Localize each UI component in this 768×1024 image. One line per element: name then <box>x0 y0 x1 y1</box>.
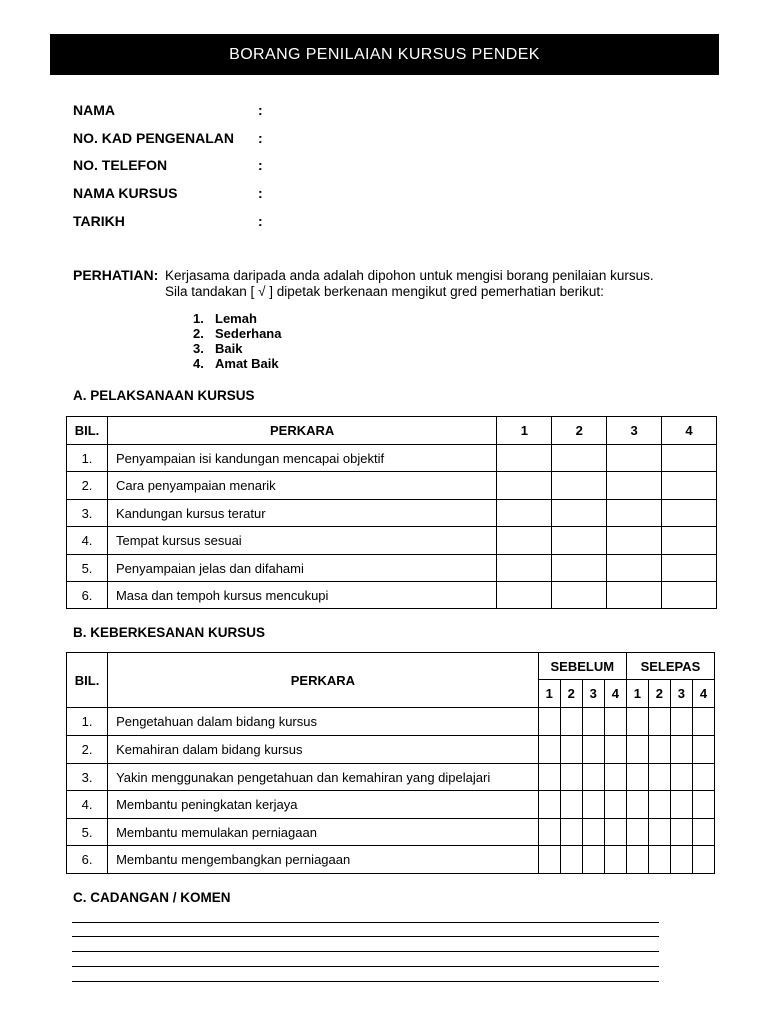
row-number: 4. <box>67 527 108 555</box>
grade-number: 1. <box>193 311 204 326</box>
rating-cell[interactable] <box>560 791 582 819</box>
row-number: 5. <box>67 555 108 582</box>
rating-cell[interactable] <box>538 764 560 791</box>
grade-number: 2. <box>193 326 204 341</box>
table-row <box>67 846 715 874</box>
field-colon: : <box>258 157 263 173</box>
header-grade-4: 4 <box>662 417 717 445</box>
grade-item <box>193 311 281 326</box>
rating-cell[interactable] <box>648 708 670 736</box>
rating-cell[interactable] <box>604 846 626 874</box>
grade-item <box>193 356 281 371</box>
header-selepas-1: 1 <box>626 680 648 708</box>
table-row <box>67 708 715 736</box>
header-perkara: PERKARA <box>108 653 539 708</box>
header-selepas-2: 2 <box>648 680 670 708</box>
rating-cell[interactable] <box>497 555 552 582</box>
row-number: 5. <box>67 819 108 846</box>
rating-cell[interactable] <box>607 555 662 582</box>
table-row <box>67 736 715 764</box>
rating-cell[interactable] <box>552 445 607 472</box>
rating-cell[interactable] <box>692 791 714 819</box>
rating-cell[interactable] <box>607 527 662 555</box>
rating-cell[interactable] <box>626 846 648 874</box>
field-colon: : <box>258 213 263 229</box>
rating-cell[interactable] <box>648 819 670 846</box>
rating-cell[interactable] <box>670 791 692 819</box>
rating-cell[interactable] <box>662 527 717 555</box>
rating-cell[interactable] <box>626 819 648 846</box>
header-bil: BIL. <box>67 653 108 708</box>
rating-cell[interactable] <box>626 791 648 819</box>
header-grade-2: 2 <box>552 417 607 445</box>
rating-cell[interactable] <box>670 819 692 846</box>
rating-cell[interactable] <box>604 819 626 846</box>
header-perkara: PERKARA <box>107 417 496 445</box>
rating-cell[interactable] <box>560 846 582 874</box>
rating-cell[interactable] <box>670 736 692 764</box>
rating-cell[interactable] <box>538 791 560 819</box>
row-number: 3. <box>67 500 108 527</box>
rating-cell[interactable] <box>552 527 607 555</box>
rating-cell[interactable] <box>648 846 670 874</box>
rating-cell[interactable] <box>692 708 714 736</box>
header-sebelum-4: 4 <box>604 680 626 708</box>
rating-cell[interactable] <box>538 708 560 736</box>
rating-cell[interactable] <box>560 708 582 736</box>
field-label-kad-pengenalan: NO. KAD PENGENALAN <box>73 130 235 146</box>
section-b-table <box>66 652 715 874</box>
table-row <box>67 472 717 500</box>
rating-cell[interactable] <box>497 472 552 500</box>
field-colon: : <box>258 102 263 118</box>
rating-cell[interactable] <box>560 819 582 846</box>
rating-cell[interactable] <box>604 736 626 764</box>
section-c-title: C. CADANGAN / KOMEN <box>73 890 231 905</box>
rating-cell[interactable] <box>604 764 626 791</box>
rating-cell[interactable] <box>582 708 604 736</box>
table-row <box>67 764 715 791</box>
rating-cell[interactable] <box>692 819 714 846</box>
comment-line[interactable] <box>72 936 659 937</box>
rating-cell[interactable] <box>552 582 607 609</box>
row-item: Pengetahuan dalam bidang kursus <box>108 708 539 736</box>
grade-number: 3. <box>193 341 204 356</box>
rating-cell[interactable] <box>662 582 717 609</box>
section-a-table <box>66 416 717 609</box>
rating-cell[interactable] <box>560 764 582 791</box>
grade-label: Baik <box>215 341 243 356</box>
form-title: BORANG PENILAIAN KURSUS PENDEK <box>229 45 540 63</box>
grade-list <box>193 311 281 371</box>
rating-cell[interactable] <box>552 555 607 582</box>
row-item: Kemahiran dalam bidang kursus <box>108 736 539 764</box>
rating-cell[interactable] <box>626 708 648 736</box>
row-number: 2. <box>67 472 108 500</box>
rating-cell[interactable] <box>670 846 692 874</box>
row-item: Penyampaian isi kandungan mencapai objektif <box>107 445 496 472</box>
rating-cell[interactable] <box>604 791 626 819</box>
rating-cell[interactable] <box>497 445 552 472</box>
row-item: Masa dan tempoh kursus mencukupi <box>107 582 496 609</box>
grade-item <box>193 326 281 341</box>
rating-cell[interactable] <box>662 555 717 582</box>
rating-cell[interactable] <box>607 472 662 500</box>
header-sebelum-3: 3 <box>582 680 604 708</box>
table-row <box>67 555 717 582</box>
comment-line[interactable] <box>72 966 659 967</box>
row-number: 1. <box>67 445 108 472</box>
rating-cell[interactable] <box>670 708 692 736</box>
rating-cell[interactable] <box>607 500 662 527</box>
field-colon: : <box>258 185 263 201</box>
field-colon: : <box>258 130 263 146</box>
rating-cell[interactable] <box>582 819 604 846</box>
grade-item <box>193 341 281 356</box>
row-item: Membantu peningkatan kerjaya <box>108 791 539 819</box>
grade-label: Sederhana <box>215 326 282 341</box>
rating-cell[interactable] <box>662 500 717 527</box>
rating-cell[interactable] <box>626 764 648 791</box>
rating-cell[interactable] <box>692 846 714 874</box>
row-item: Membantu mengembangkan perniagaan <box>108 846 539 874</box>
row-number: 1. <box>67 708 108 736</box>
rating-cell[interactable] <box>552 472 607 500</box>
row-item: Penyampaian jelas dan difahami <box>107 555 496 582</box>
rating-cell[interactable] <box>626 736 648 764</box>
rating-cell[interactable] <box>670 764 692 791</box>
rating-cell[interactable] <box>538 819 560 846</box>
rating-cell[interactable] <box>538 736 560 764</box>
rating-cell[interactable] <box>582 846 604 874</box>
rating-cell[interactable] <box>648 764 670 791</box>
section-b-title: B. KEBERKESANAN KURSUS <box>73 625 266 640</box>
row-number: 4. <box>67 791 108 819</box>
header-selepas-4: 4 <box>692 680 714 708</box>
header-grade-1: 1 <box>497 417 552 445</box>
row-item: Kandungan kursus teratur <box>107 500 496 527</box>
notice-line-2: Sila tandakan [ √ ] dipetak berkenaan mengikut gred pemerhatian berikut: <box>165 284 604 299</box>
table-row <box>67 819 715 846</box>
table-header-row <box>67 653 715 680</box>
header-grade-3: 3 <box>607 417 662 445</box>
comment-line[interactable] <box>72 981 659 982</box>
rating-cell[interactable] <box>662 445 717 472</box>
field-label-telefon: NO. TELEFON <box>73 157 168 173</box>
grade-number: 4. <box>193 356 204 371</box>
header-bil: BIL. <box>67 417 108 445</box>
rating-cell[interactable] <box>604 708 626 736</box>
rating-cell[interactable] <box>497 527 552 555</box>
field-label-nama-kursus: NAMA KURSUS <box>73 185 178 201</box>
row-item: Yakin menggunakan pengetahuan dan kemahiran yang dipelajari <box>108 764 539 791</box>
row-item: Tempat kursus sesuai <box>107 527 496 555</box>
grade-label: Amat Baik <box>215 356 279 371</box>
row-number: 2. <box>67 736 108 764</box>
grade-label: Lemah <box>215 311 257 326</box>
header-sebelum-1: 1 <box>538 680 560 708</box>
rating-cell[interactable] <box>552 500 607 527</box>
rating-cell[interactable] <box>648 736 670 764</box>
notice-label: PERHATIAN: <box>73 267 159 283</box>
field-label-tarikh: TARIKH <box>73 213 125 229</box>
header-sebelum-2: 2 <box>560 680 582 708</box>
section-a-title: A. PELAKSANAAN KURSUS <box>73 388 255 403</box>
rating-cell[interactable] <box>607 445 662 472</box>
rating-cell[interactable] <box>692 764 714 791</box>
row-number: 6. <box>67 846 108 874</box>
form-title-banner <box>50 34 719 75</box>
table-header-row <box>67 417 717 445</box>
row-number: 6. <box>67 582 108 609</box>
rating-cell[interactable] <box>582 736 604 764</box>
rating-cell[interactable] <box>692 736 714 764</box>
table-row <box>67 582 717 609</box>
rating-cell[interactable] <box>560 736 582 764</box>
notice-line-1: Kerjasama daripada anda adalah dipohon untuk mengisi borang penilaian kursus. <box>165 268 654 283</box>
row-item: Membantu memulakan perniagaan <box>108 819 539 846</box>
rating-cell[interactable] <box>497 582 552 609</box>
row-number: 3. <box>67 764 108 791</box>
table-row <box>67 527 717 555</box>
comment-line[interactable] <box>72 922 659 923</box>
rating-cell[interactable] <box>538 846 560 874</box>
table-row <box>67 791 715 819</box>
rating-cell[interactable] <box>607 582 662 609</box>
header-sebelum: SEBELUM <box>538 653 626 680</box>
comment-line[interactable] <box>72 951 659 952</box>
rating-cell[interactable] <box>582 764 604 791</box>
rating-cell[interactable] <box>648 791 670 819</box>
table-row <box>67 445 717 472</box>
table-row <box>67 500 717 527</box>
rating-cell[interactable] <box>497 500 552 527</box>
rating-cell[interactable] <box>582 791 604 819</box>
header-selepas: SELEPAS <box>626 653 714 680</box>
field-label-nama: NAMA <box>73 102 115 118</box>
header-selepas-3: 3 <box>670 680 692 708</box>
row-item: Cara penyampaian menarik <box>107 472 496 500</box>
rating-cell[interactable] <box>662 472 717 500</box>
